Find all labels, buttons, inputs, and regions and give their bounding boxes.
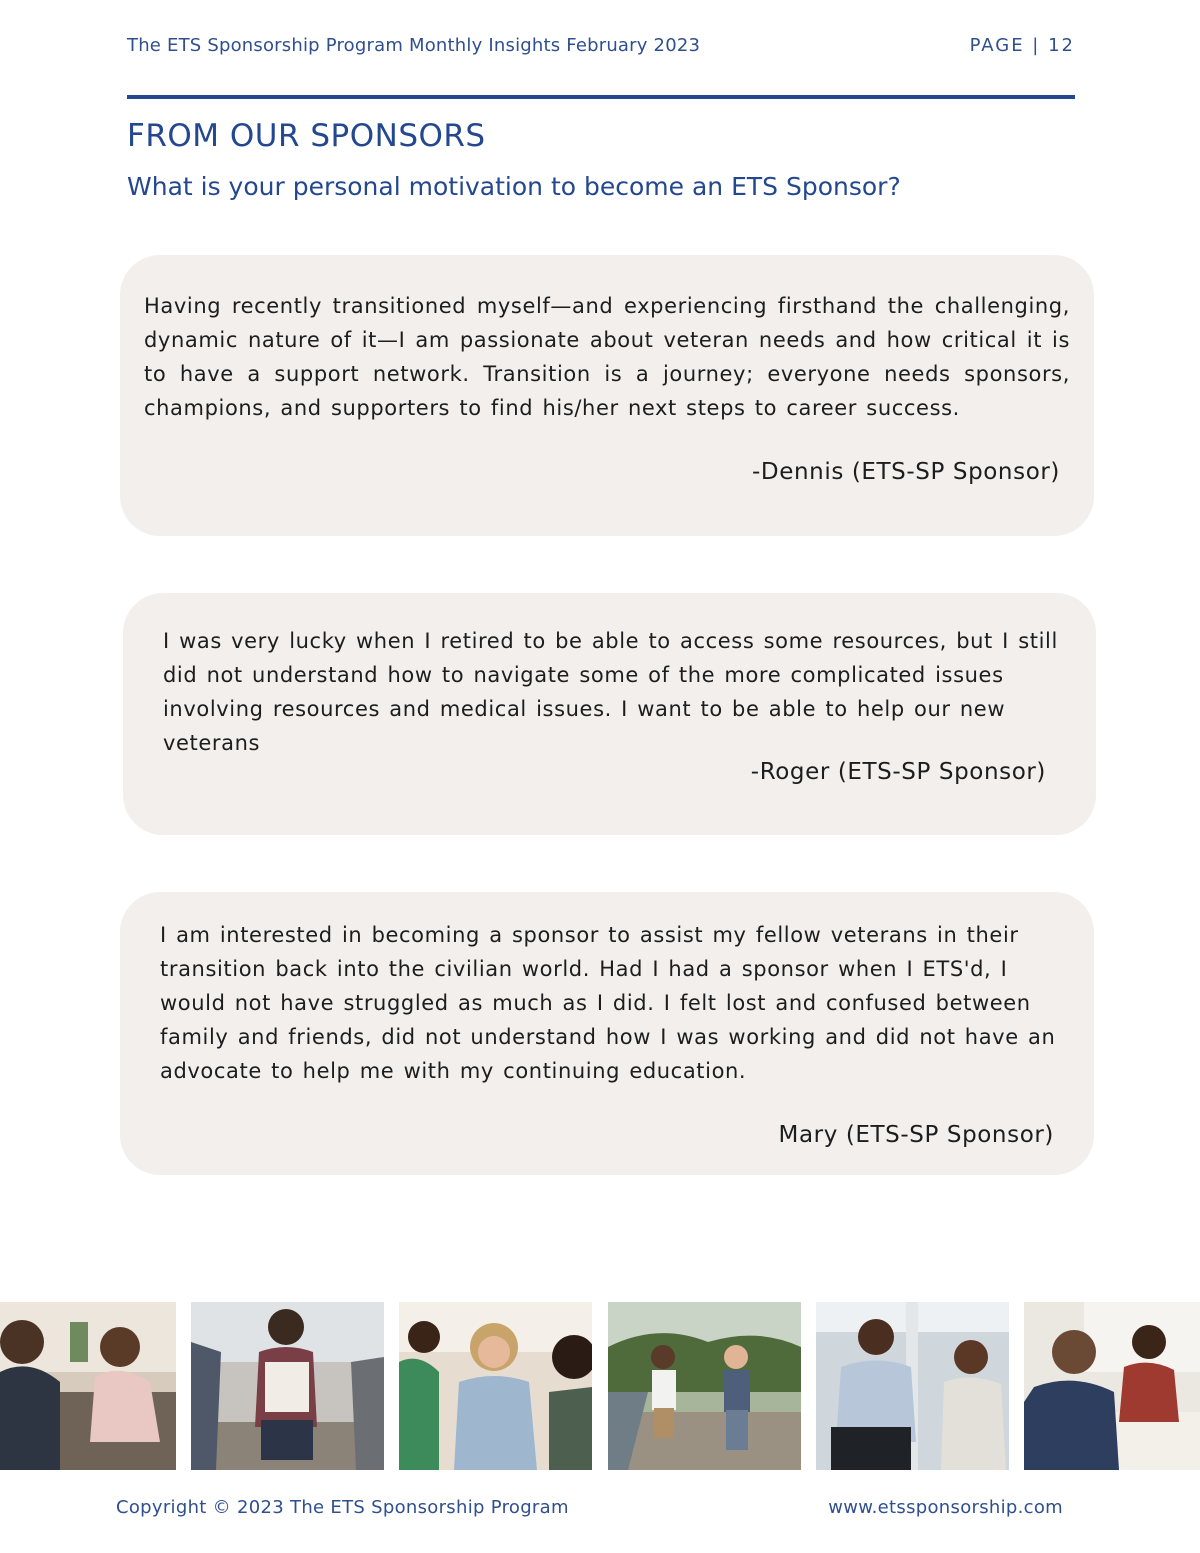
group-conversation-photo: [0, 1302, 176, 1470]
newsletter-title: The ETS Sponsorship Program Monthly Insights February 2023: [127, 35, 701, 56]
support-circle-photo: [191, 1302, 384, 1470]
section-title: FROM OUR SPONSORS: [127, 118, 486, 154]
footer-website-link[interactable]: www.etssponsorship.com: [828, 1497, 1063, 1518]
header-divider: [127, 95, 1075, 99]
footer-copyright: Copyright © 2023 The ETS Sponsorship Program: [116, 1497, 569, 1518]
quote-text: I am interested in becoming a sponsor to assist my fellow veterans in their transition back into the civilian world. Had I had a sponsor when I ETS'd, I would not have struggled as much as I did. I felt lost and confused between family and friends, did not understand how I was working and did not have an advocate to help me with my continuing education.: [160, 923, 1056, 1083]
walking-outdoors-photo: [608, 1302, 801, 1470]
page-number: PAGE | 12: [969, 35, 1075, 56]
interview-table-photo: [1024, 1302, 1200, 1470]
quote-text: Having recently transitioned myself—and experiencing firsthand the challenging, dynamic nature of it—I am passionate about veteran needs and how critical it is to have a support network. Transition is a journey; everyone needs sponsors, champions, and supporters to find his/her next steps to career success.: [144, 294, 1070, 420]
office-meeting-photo: [816, 1302, 1009, 1470]
quote-author: -Roger (ETS-SP Sponsor): [750, 759, 1046, 785]
quote-author: -Dennis (ETS-SP Sponsor): [752, 459, 1060, 485]
quote-text: I was very lucky when I retired to be able to access some resources, but I still did not understand how to navigate some of the more complicated issues involving resources and medical issues. I want to be able to help our new veterans: [163, 629, 1058, 755]
quote-author: Mary (ETS-SP Sponsor): [778, 1122, 1054, 1148]
quote-card-mary: [120, 892, 1094, 1175]
quote-card-roger: [123, 593, 1096, 835]
smiling-women-photo: [399, 1302, 592, 1470]
section-subtitle: What is your personal motivation to become an ETS Sponsor?: [127, 172, 901, 201]
photo-strip: [0, 1302, 1200, 1470]
quote-card-dennis: [120, 255, 1094, 536]
